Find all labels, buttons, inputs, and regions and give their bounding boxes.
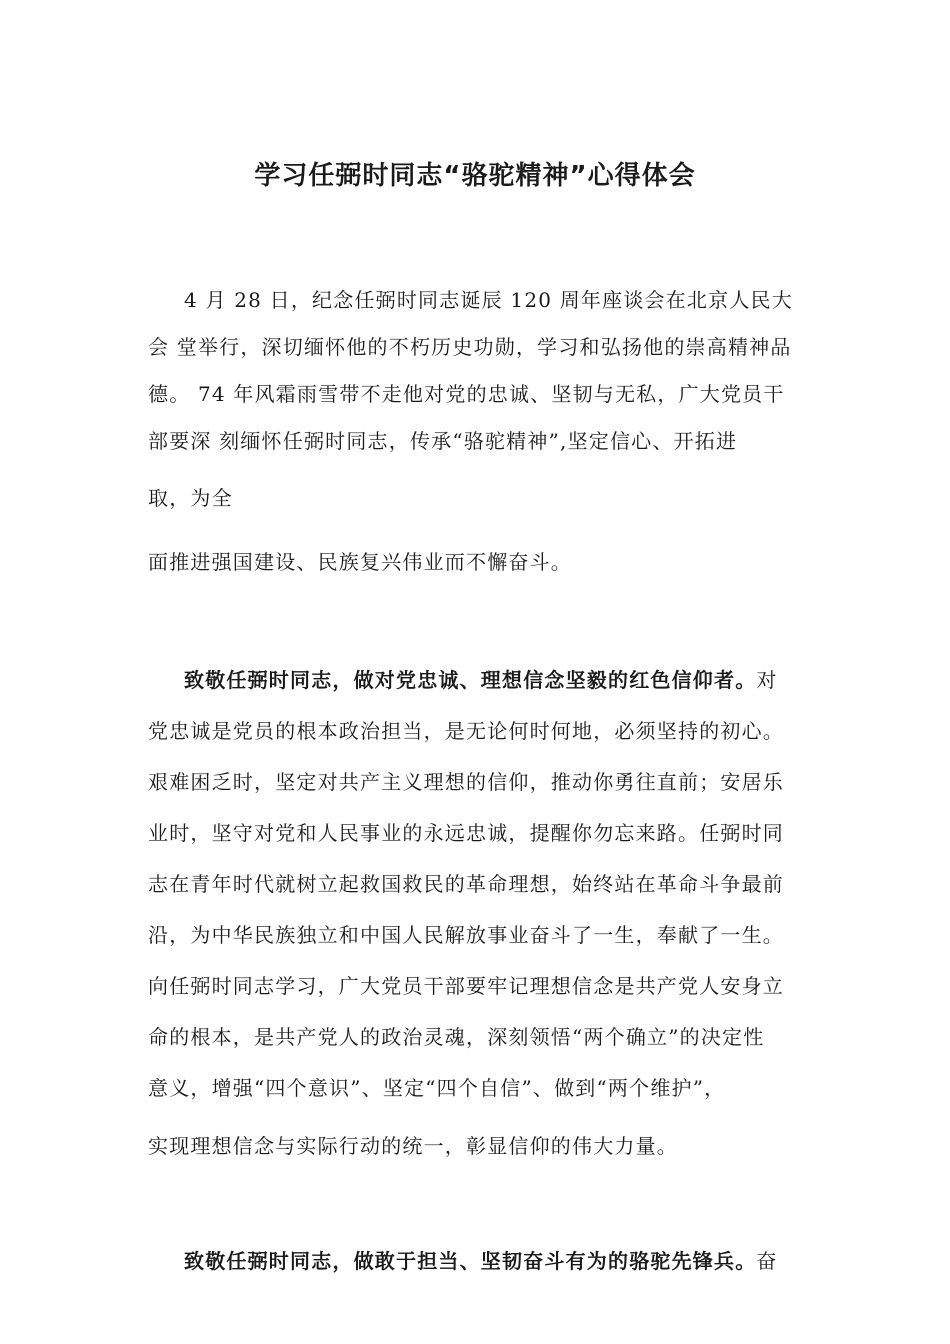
paragraph-3-line-1 [184, 1245, 778, 1274]
paragraph-2-line-7: 向任弼时同志学习，广大党员干部要牢记理想信念是共产党人安身立 [148, 974, 784, 998]
paragraph-2-line-10: 实现理想信念与实际行动的统一，彰显信仰的伟大力量。 [148, 1134, 678, 1158]
document-title: 学习任弼时同志“骆驼精神”心得体会 [254, 161, 696, 191]
paragraph-1-line-2: 会 堂举行，深切缅怀他的不朽历史功勋，学习和弘扬他的崇高精神品 [148, 335, 792, 359]
paragraph-2-line-8: 命的根本，是共产党人的政治灵魂，深刻领悟“两个确立”的决定性 [148, 1025, 765, 1049]
paragraph-2-heading: 致敬任弼时同志，做对党忠诚、理想信念坚毅的红色信仰者。 [184, 668, 757, 692]
paragraph-2-line-4: 业时，坚守对党和人民事业的永远忠诚，提醒你勿忘来路。任弼时同 [148, 821, 784, 845]
paragraph-2-first-line-tail: 对 [756, 668, 778, 692]
paragraph-2-line-5: 志在青年时代就树立起救国救民的革命理想，始终站在革命斗争最前 [148, 872, 784, 896]
paragraph-2-line-2: 党忠诚是党员的根本政治担当，是无论何时何地，必须坚持的初心。 [148, 719, 784, 743]
paragraph-3-first-line-tail: 奋 [756, 1249, 778, 1273]
paragraph-1-line-1: 4 月 28 日，纪念任弼时同志诞辰 120 周年座谈会在北京人民大 [184, 288, 793, 312]
paragraph-1-line-5: 取，为全 [148, 486, 233, 510]
paragraph-3-heading: 致敬任弼时同志，做敢于担当、坚韧奋斗有为的骆驼先锋兵。 [184, 1249, 757, 1273]
paragraph-2-line-3: 艰难困乏时，坚定对共产主义理想的信仰，推动你勇往直前；安居乐 [148, 770, 784, 794]
paragraph-2-line-6: 沿，为中华民族独立和中国人民解放事业奋斗了一生，奉献了一生。 [148, 923, 784, 947]
paragraph-1-line-3: 德。 74 年风霜雨雪带不走他对党的忠诚、坚韧与无私，广大党员干 [148, 382, 785, 406]
paragraph-2-line-1 [184, 664, 778, 693]
paragraph-2-line-9: 意义，增强“四个意识”、坚定“四个自信”、做到“两个维护”， [148, 1076, 726, 1100]
paragraph-1-line-6: 面推进强国建设、民族复兴伟业而不懈奋斗。 [148, 550, 572, 574]
paragraph-1-line-4: 部要深 刻缅怀任弼时同志，传承“骆驼精神”,坚定信心、开拓进 [148, 429, 738, 453]
